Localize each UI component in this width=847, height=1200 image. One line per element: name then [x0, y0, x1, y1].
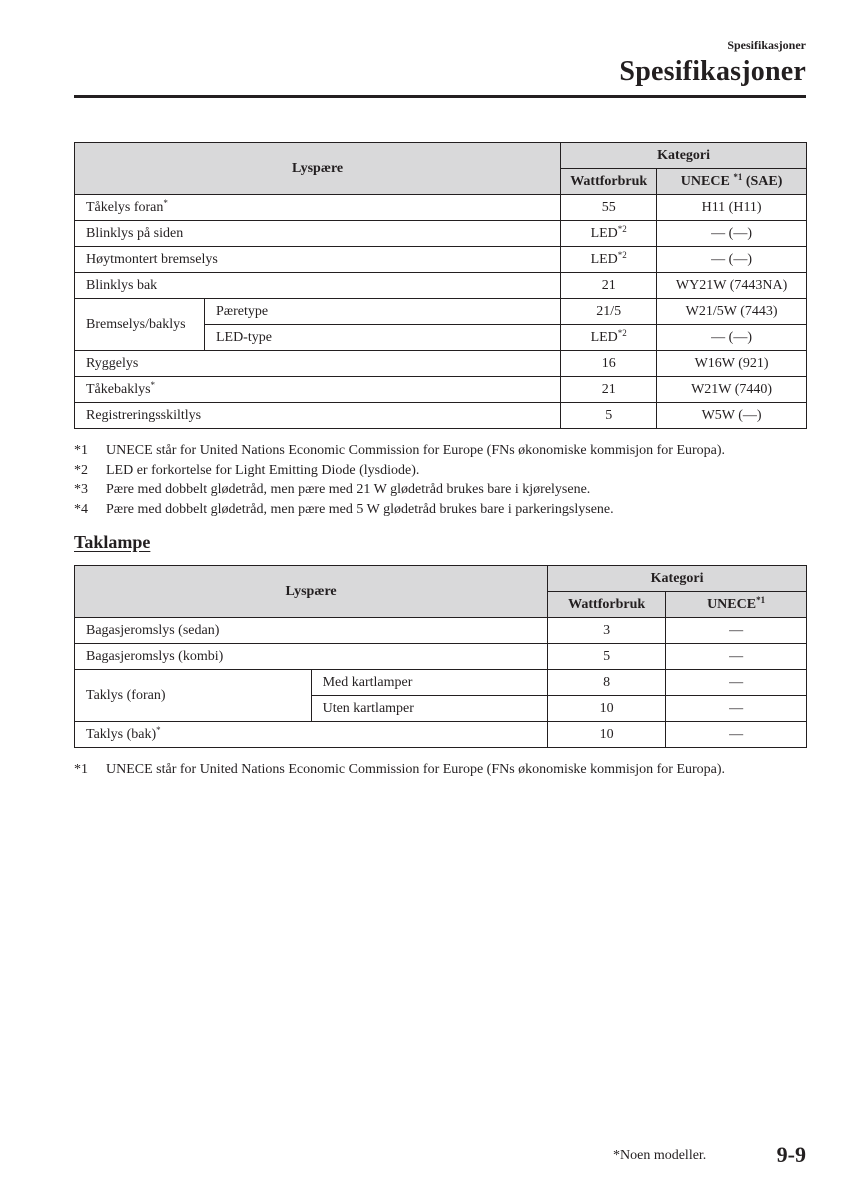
table-row: Ryggelys 16 W16W (921): [75, 351, 807, 377]
bulb-spec-table: [74, 142, 807, 429]
table-row: LED-type LED$^{*2}$ — (—): [75, 325, 807, 351]
table-row: Blinklys på siden LED$^{*2}$ — (—): [75, 221, 807, 247]
table-row: Bagasjeromslys (sedan) 3 —: [75, 618, 807, 644]
header-watt: Wattforbruk: [548, 592, 666, 618]
running-header: Spesifikasjoner: [727, 38, 806, 52]
table-row: Bagasjeromslys (kombi) 5 —: [75, 644, 807, 670]
header-unece: UNECE$^{*1}$: [666, 592, 807, 618]
footer-note: *Noen modeller.: [613, 1148, 707, 1163]
footnote: *2 LED er forkortelse for Light Emitting Diode (lysdiode).: [74, 462, 420, 478]
footnote: *4 Pære med dobbelt glødetråd, men pære med 5 W glødetråd brukes bare i parkeringslysene.: [74, 501, 614, 517]
page-title: Spesifikasjoner: [619, 56, 806, 87]
section-heading: Taklampe: [74, 532, 151, 552]
footnote: *1 UNECE står for United Nations Economic Commission for Europe (FNs økonomiske kommisjon for Europa).: [74, 443, 726, 458]
footnote: *3 Pære med dobbelt glødetråd, men pære med 21 W glødetråd brukes bare i kjørelysene.: [74, 482, 591, 497]
header-unece: UNECE $^{*1}$ (SAE): [657, 169, 807, 195]
table-row: Uten kartlamper 10 —: [75, 696, 807, 722]
table-row: Høytmontert bremselys LED$^{*2}$ — (—): [75, 247, 807, 273]
header-watt: Wattforbruk: [561, 169, 657, 195]
table-row: Tåkebaklys* 21 W21W (7440): [75, 377, 807, 403]
table-row: Blinklys bak 21 WY21W (7443NA): [75, 273, 807, 299]
table-row: Tåkelys foran* 55 H11 (H11): [75, 195, 807, 221]
table-row: Taklys (bak)* 10 —: [75, 722, 807, 748]
table-row: Taklys (foran) Med kartlamper 8 —: [75, 670, 807, 696]
footnote: *1 UNECE står for United Nations Economic Commission for Europe (FNs økonomiske kommisjon for Europa).: [74, 762, 726, 777]
header-lamp: Lyspære: [75, 143, 561, 195]
interior-lamp-table: [74, 565, 807, 748]
header-divider: [74, 95, 806, 98]
table-row: Registreringsskiltlys 5 W5W (—): [75, 403, 807, 429]
header-category: Kategori: [561, 143, 807, 169]
footnotes: [74, 441, 725, 519]
header-category: Kategori: [548, 566, 807, 592]
table-row: Bremselys/baklys Pæretype 21/5 W21/5W (7443): [75, 299, 807, 325]
header-lamp: Lyspære: [75, 566, 548, 618]
page-number: 9-9: [776, 1142, 806, 1167]
footnotes: [74, 760, 725, 780]
